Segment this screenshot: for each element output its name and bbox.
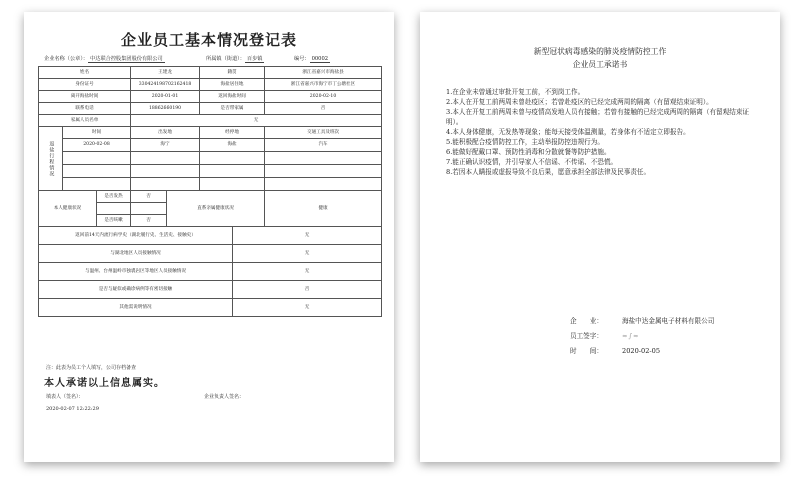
- commitment-item: 1.在企业未曾通过审批开复工前，不到岗工作。: [446, 88, 585, 96]
- letter-title-line1: 新型冠状病毒感染的肺炎疫情防控工作: [533, 47, 667, 56]
- zhejiang-contact-value: 无: [233, 263, 382, 281]
- archive-note: 注：此表为员工个人填写，公司存档备查: [46, 365, 137, 371]
- zhejiang-contact-label: 与温州、台州温岭市独裘岩区等地区人员接触情况: [39, 263, 233, 281]
- trip-cell-transport: 汽车: [265, 139, 382, 152]
- letter-title-line2: 企业员工承诺书: [572, 60, 628, 69]
- serial-number-value: 00002: [311, 56, 329, 62]
- trip-empty-cell: [131, 165, 200, 178]
- serial-number-field: [294, 55, 330, 62]
- id-value: 330424198702162418: [131, 79, 200, 91]
- commitment-item: 4.本人身体健康，无发热等现象；能每天接受体温测量，若身体有不适定立即报告。: [446, 128, 690, 136]
- manager-signature-label: 企业负责人签名：: [204, 394, 245, 400]
- trip-empty-cell: [63, 165, 131, 178]
- fill-datetime: 2020-02-07 12:22:29: [46, 406, 99, 412]
- members-value: 无: [131, 115, 382, 127]
- trip-header-via: 经停地: [200, 127, 265, 139]
- fever-label: 是否发热: [97, 191, 131, 203]
- company-label: 企 业：: [570, 317, 603, 325]
- health-empty-cell: [97, 203, 131, 215]
- health-empty-cell: [131, 203, 167, 215]
- family-value: 否: [265, 103, 382, 115]
- handwritten-signature: ≈∫≈: [622, 332, 640, 340]
- serial-number-label: 编号：: [294, 56, 310, 62]
- town-value: 百步镇: [246, 56, 263, 62]
- trip-empty-cell: [265, 178, 382, 191]
- town-field: [206, 55, 264, 62]
- date-line: [570, 345, 660, 355]
- confirmed-contact-label: 是否与疑似或确诊病例等有密切接触: [39, 281, 233, 299]
- commitment-item: 7.能正确认识疫情，并引导家人不信谣、不传谣、不恐慌。: [446, 158, 618, 166]
- signature-label: 员工签字：: [570, 332, 603, 340]
- history-value: 无: [233, 227, 382, 245]
- trip-empty-cell: [131, 152, 200, 165]
- registration-table: [38, 66, 382, 317]
- phone-value: 18862660190: [131, 103, 200, 115]
- trip-header-transport: 交通工具及班次: [265, 127, 382, 139]
- date-value: 2020-02-05: [622, 347, 661, 355]
- registration-form-page: [24, 12, 394, 462]
- company-value: 海盐中达金属电子材料有限公司: [622, 317, 715, 325]
- family-health-label: 直系亲属健康状况: [167, 191, 265, 227]
- trip-empty-cell: [200, 152, 265, 165]
- trip-empty-cell: [265, 152, 382, 165]
- residence-label: 海盐居住地: [200, 79, 265, 91]
- name-value: 王建龙: [131, 67, 200, 79]
- cough-value: 否: [131, 215, 167, 227]
- leave-date-value: 2020-01-01: [131, 91, 200, 103]
- return-date-label: 返回海盐时间: [200, 91, 265, 103]
- trip-cell-from: 海宁: [131, 139, 200, 152]
- town-label: 所属镇（街道）：: [206, 56, 245, 62]
- commitment-item: 2.本人在开复工前两周未曾赴疫区；若曾赴疫区的已经完成两周的隔离（有留观结束证明）。: [446, 98, 713, 106]
- phone-label: 联系电话: [39, 103, 131, 115]
- residence-value: 浙江省嘉兴市海宁市丁公塘社区: [265, 79, 382, 91]
- hubei-contact-value: 无: [233, 245, 382, 263]
- trip-empty-cell: [200, 165, 265, 178]
- origin-value: 浙江省嘉兴市海盐县: [265, 67, 382, 79]
- promise-statement: 本人承诺以上信息属实。: [44, 378, 165, 389]
- return-date-value: 2020-02-10: [265, 91, 382, 103]
- company-line: [570, 315, 714, 325]
- trip-vertical-text: 返盐行程情况: [48, 140, 55, 177]
- trip-cell-via: 海盐: [200, 139, 265, 152]
- company-field: [44, 55, 165, 62]
- commitment-item: 6.能做好配戴口罩、预防性消毒和分散就餐等防护措施。: [446, 148, 611, 156]
- letter-title: [420, 45, 780, 71]
- health-label: 本人健康状况: [39, 191, 97, 227]
- date-label: 时 间：: [570, 347, 603, 355]
- company-value: 中达联合控股集团股份有限公司: [90, 56, 163, 62]
- members-label: 家属人员名单: [39, 115, 131, 127]
- history-label: 返回前14天内流行病学史（湖北履行史、生活史、接触史）: [39, 227, 233, 245]
- family-health-value: 健康: [265, 191, 382, 227]
- other-value: 无: [233, 299, 382, 317]
- trip-cell-time: 2020-02-08: [63, 139, 131, 152]
- trip-header-from: 出发地: [131, 127, 200, 139]
- trip-empty-cell: [63, 178, 131, 191]
- hubei-contact-label: 与湖北地区人员接触情况: [39, 245, 233, 263]
- commitment-item: 3.本人在开复工前两周未曾与疫情高发地人员有接触；若曾有接触的已经完成两周的隔离（有留观结束证明）。: [446, 108, 750, 126]
- id-label: 身份证号: [39, 79, 131, 91]
- other-label: 其他需说明情况: [39, 299, 233, 317]
- commitment-letter-page: [420, 12, 780, 462]
- confirmed-contact-value: 否: [233, 281, 382, 299]
- form-title: 企业员工基本情况登记表: [120, 31, 297, 49]
- filler-signature-label: 填表人（签名）：: [46, 394, 84, 400]
- trip-empty-cell: [131, 178, 200, 191]
- trip-empty-cell: [265, 165, 382, 178]
- company-label: 企业名称（公章）：: [44, 56, 89, 62]
- leave-date-label: 离开海盐时间: [39, 91, 131, 103]
- trip-empty-cell: [63, 152, 131, 165]
- commitment-list: [446, 87, 764, 177]
- commitment-item: 5.能积极配合疫情防控工作，主动举报防控违规行为。: [446, 138, 604, 146]
- trip-section-label: [39, 127, 63, 191]
- cough-label: 是否咳嗽: [97, 215, 131, 227]
- commitment-item: 8.若因本人瞒报或虚报导致不良后果，愿意承担全部法律及民事责任。: [446, 168, 651, 176]
- family-label: 是否带家属: [200, 103, 265, 115]
- name-label: 姓名: [39, 67, 131, 79]
- trip-header-time: 时间: [63, 127, 131, 139]
- trip-empty-cell: [200, 178, 265, 191]
- signature-line: [570, 330, 640, 340]
- fever-value: 否: [131, 191, 167, 203]
- origin-label: 籍贯: [200, 67, 265, 79]
